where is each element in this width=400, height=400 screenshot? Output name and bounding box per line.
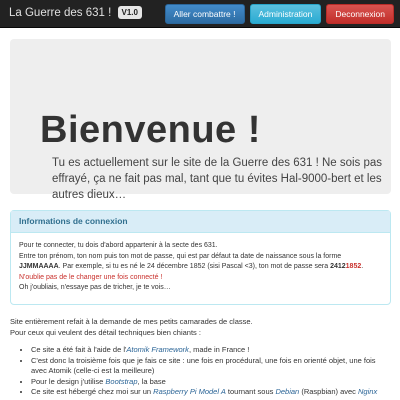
panel-line-3 [19, 262, 382, 273]
nginx-link[interactable]: Nginx [358, 387, 378, 396]
panel-heading: Informations de connexion [11, 211, 390, 233]
debian-link[interactable]: Debian [275, 387, 300, 396]
welcome-text: Tu es actuellement sur le site de la Guerre des 631 ! Ne sois pas effrayé, ça ne fait pas mal, tant que tu évites Hal-9000-bert et les autres dieux… [52, 157, 383, 201]
panel-warning: N'oublie pas de le changer une fois connecté ! [19, 273, 163, 281]
jumbotron [10, 39, 391, 201]
raspberry-link[interactable]: Raspberry Pi Model A [153, 387, 226, 396]
list-item [31, 377, 395, 388]
panel-body [11, 233, 390, 294]
panel-line-5: Oh j'oubliais, n'essaye pas de tricher, je te vois… [19, 284, 171, 291]
list-item [31, 345, 395, 356]
nav-buttons [165, 4, 394, 24]
panel-line-3-end: . [361, 263, 364, 270]
admin-button[interactable]: Administration [250, 4, 322, 24]
password-day: 24 [330, 263, 338, 270]
list-item [31, 356, 395, 377]
list-text: , made in France ! [188, 345, 250, 354]
bootstrap-link[interactable]: Bootstrap [105, 376, 138, 386]
list-text: Pour le design j'utilise [31, 376, 106, 386]
details-list [10, 345, 395, 398]
fight-button[interactable]: Aller combattre ! [165, 4, 245, 24]
list-text: Ce site est hébergé chez moi sur un [31, 387, 154, 396]
version-badge: V1.0 [118, 6, 142, 19]
brand-title: La Guerre des 631 ! [9, 7, 112, 19]
welcome-title: Bienvenue ! [40, 109, 261, 151]
list-text: Ce site a été fait à l'aide de l' [31, 345, 127, 354]
list-text: , la base [137, 376, 166, 386]
date-format: JJMMAAAA [19, 263, 59, 270]
password-month: 12 [337, 263, 346, 270]
brand[interactable] [9, 6, 142, 21]
logout-button[interactable]: Deconnexion [326, 4, 394, 24]
atomik-link[interactable]: Atomik Framework [126, 345, 189, 354]
password-year: 1852 [345, 263, 362, 270]
navbar [0, 0, 400, 28]
list-text: (Raspbian) avec [299, 387, 359, 396]
login-info-panel [10, 210, 391, 305]
intro-line-1: Site entièrement refait à la demande de mes petits camarades de classe. [10, 317, 253, 326]
list-item [31, 387, 395, 398]
list-text: C'est donc la troisième fois que je fais ce site : une fois en procédural, une fois en orienté objet, une fois [31, 355, 376, 365]
list-text: tournant sous [225, 387, 276, 396]
technical-details [10, 317, 395, 398]
intro-line-2: Pour ceux qui veulent des détail techniques bien chiants : [10, 327, 201, 337]
list-text: avec Atomik (celle-ci est la meilleure) [31, 366, 155, 375]
panel-line-1: Pour te connecter, tu dois d'abord appartenir à la secte des 631. [19, 242, 218, 249]
panel-line-2: Entre ton prénom, ton nom puis ton mot de passe, qui est par défaut ta date de naissance sous la forme [19, 252, 342, 260]
panel-line-3-text: . Par exemple, si tu es né le 24 décembre 1852 (sisi Pascal <3), ton mot de passe sera [58, 263, 331, 270]
